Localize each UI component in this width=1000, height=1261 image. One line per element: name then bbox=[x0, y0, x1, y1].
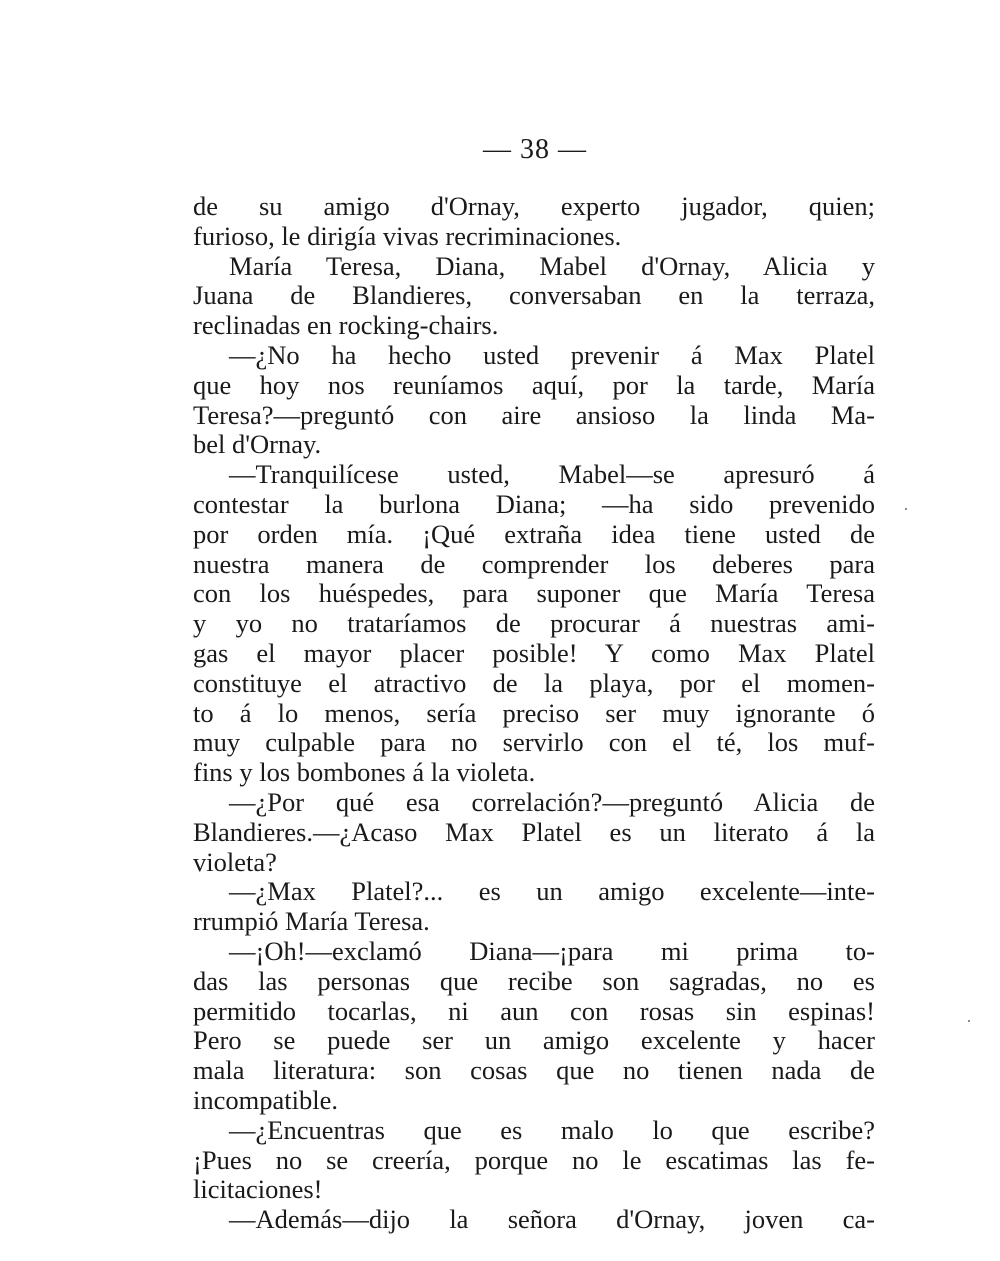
text-line: —Tranquilícese usted, Mabel—se apresuró á bbox=[229, 459, 875, 490]
text-line: María Teresa, Diana, Mabel d'Ornay, Alicia y bbox=[229, 250, 875, 281]
paragraph bbox=[193, 937, 875, 1116]
text-line: contestar la burlona Diana; —ha sido prevenido bbox=[193, 488, 875, 519]
text-line: y yo no trataríamos de procurar á nuestras ami- bbox=[193, 608, 875, 639]
text-line: bel d'Ornay. bbox=[193, 429, 322, 460]
page-number: — 38 — bbox=[483, 134, 587, 165]
paragraph bbox=[193, 460, 875, 788]
text-line: incompatible. bbox=[193, 1084, 338, 1115]
text-line: ¡Pues no se creería, porque no le escatimas las fe- bbox=[193, 1144, 875, 1175]
body-text bbox=[193, 192, 875, 1235]
paragraph bbox=[193, 192, 875, 252]
paragraph bbox=[193, 788, 875, 877]
text-line: permitido tocarlas, ni aun con rosas sin espinas! bbox=[193, 995, 875, 1026]
scan-speck bbox=[905, 508, 907, 510]
text-line: —¿No ha hecho usted prevenir á Max Platel bbox=[229, 339, 875, 370]
text-line: to á lo menos, sería preciso ser muy ignorante ó bbox=[193, 697, 875, 728]
scan-speck bbox=[968, 1020, 970, 1022]
paragraph bbox=[193, 341, 875, 460]
text-line: con los huéspedes, para suponer que María Teresa bbox=[193, 578, 875, 609]
text-line: Pero se puede ser un amigo excelente y hacer bbox=[193, 1025, 875, 1056]
text-line: Teresa?—preguntó con aire ansioso la linda Ma- bbox=[193, 399, 875, 430]
text-line: de su amigo d'Ornay, experto jugador, quien; bbox=[193, 191, 875, 221]
text-line: fins y los bombones á la violeta. bbox=[193, 757, 536, 788]
paragraph bbox=[193, 252, 875, 341]
paragraph bbox=[193, 1205, 875, 1235]
text-line: nuestra manera de comprender los deberes para bbox=[193, 548, 875, 579]
text-line: —¿Max Platel?... es un amigo excelente—inte- bbox=[229, 876, 875, 907]
text-line: por orden mía. ¡Qué extraña idea tiene usted de bbox=[193, 518, 875, 549]
text-line: gas el mayor placer posible! Y como Max Platel bbox=[193, 637, 875, 668]
paragraph bbox=[193, 877, 875, 937]
text-line: que hoy nos reuníamos aquí, por la tarde, María bbox=[193, 369, 875, 400]
text-line: —Además—dijo la señora d'Ornay, joven ca- bbox=[229, 1204, 875, 1235]
text-line: rrumpió María Teresa. bbox=[193, 906, 430, 937]
text-line: licitaciones! bbox=[193, 1174, 323, 1205]
text-line: das las personas que recibe son sagradas, no es bbox=[193, 965, 875, 996]
text-line: —¿Por qué esa correlación?—preguntó Alicia de bbox=[229, 786, 875, 817]
paragraph bbox=[193, 1116, 875, 1205]
text-line: constituye el atractivo de la playa, por el momen- bbox=[193, 667, 875, 698]
text-line: —¿Encuentras que es malo lo que escribe? bbox=[229, 1114, 875, 1145]
text-line: violeta? bbox=[193, 846, 277, 877]
text-line: reclinadas en rocking-chairs. bbox=[193, 310, 499, 341]
text-line: Juana de Blandieres, conversaban en la terraza, bbox=[193, 280, 875, 311]
text-line: furioso, le dirigía vivas recriminaciones. bbox=[193, 220, 622, 251]
text-line: mala literatura: son cosas que no tienen nada de bbox=[193, 1055, 875, 1086]
text-line: —¡Oh!—exclamó Diana—¡para mi prima to- bbox=[229, 935, 875, 966]
text-line: Blandieres.—¿Acaso Max Platel es un literato á la bbox=[193, 816, 875, 847]
text-line: muy culpable para no servirlo con el té, los muf- bbox=[193, 727, 875, 758]
